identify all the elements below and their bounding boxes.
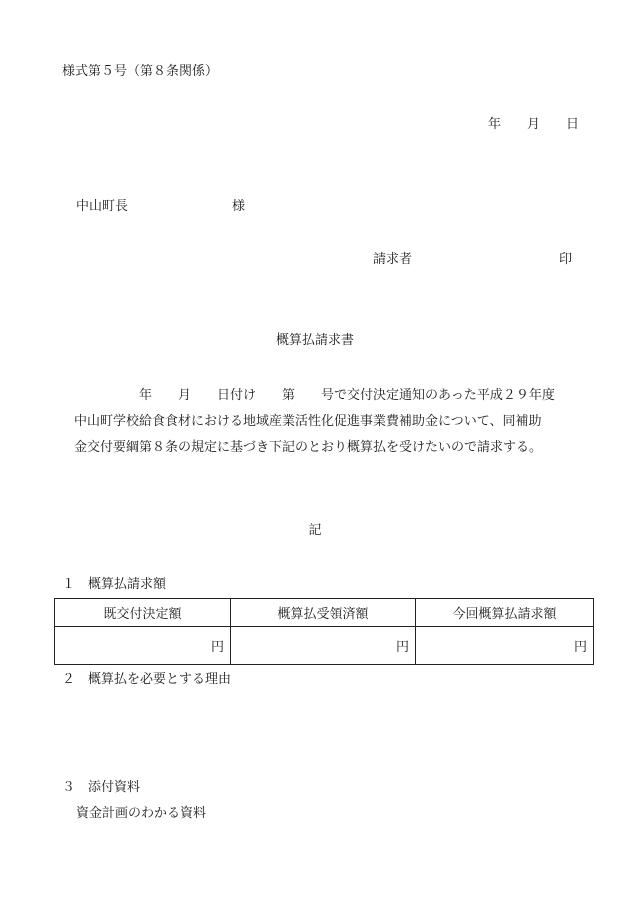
amount-cell-received[interactable]: 円 [231,627,416,665]
document-title: 概算払請求書 [275,333,354,348]
section1-heading: １ 概算払請求額 [62,577,167,592]
body-line: 中山町学校給食食材における地域産業活性化促進事業費補助金について、同補助 [74,414,542,429]
body-paragraph [74,383,594,461]
body-line: 年 月 日付け 第 号で交付決定通知のあった平成２９年度 [74,388,555,403]
body-line: 金交付要綱第８条の規定に基づき下記のとおり概算払を受けたいので請求する。 [74,440,543,455]
section3-heading: ３ 添付資料 [62,780,141,795]
header-current-request: 今回概算払請求額 [416,599,594,627]
header-received: 概算払受領済額 [231,599,416,627]
date-line: 年 月 日 [488,117,580,132]
addressee: 中山町長 様 [76,199,246,214]
table-row [55,627,594,665]
claimant-label: 請求者 [373,252,413,267]
table-header-row [55,599,594,627]
ki-marker: 記 [308,523,322,538]
form-number: 様式第５号（第８条関係） [62,64,219,79]
section2-heading: ２ 概算払を必要とする理由 [62,672,232,687]
amount-cell-prior[interactable]: 円 [55,627,231,665]
attachment-item: 資金計画のわかる資料 [76,806,207,821]
header-prior-decision: 既交付決定額 [55,599,231,627]
amount-table [54,598,594,665]
amount-cell-current[interactable]: 円 [416,627,594,665]
seal-mark: 印 [559,252,573,267]
